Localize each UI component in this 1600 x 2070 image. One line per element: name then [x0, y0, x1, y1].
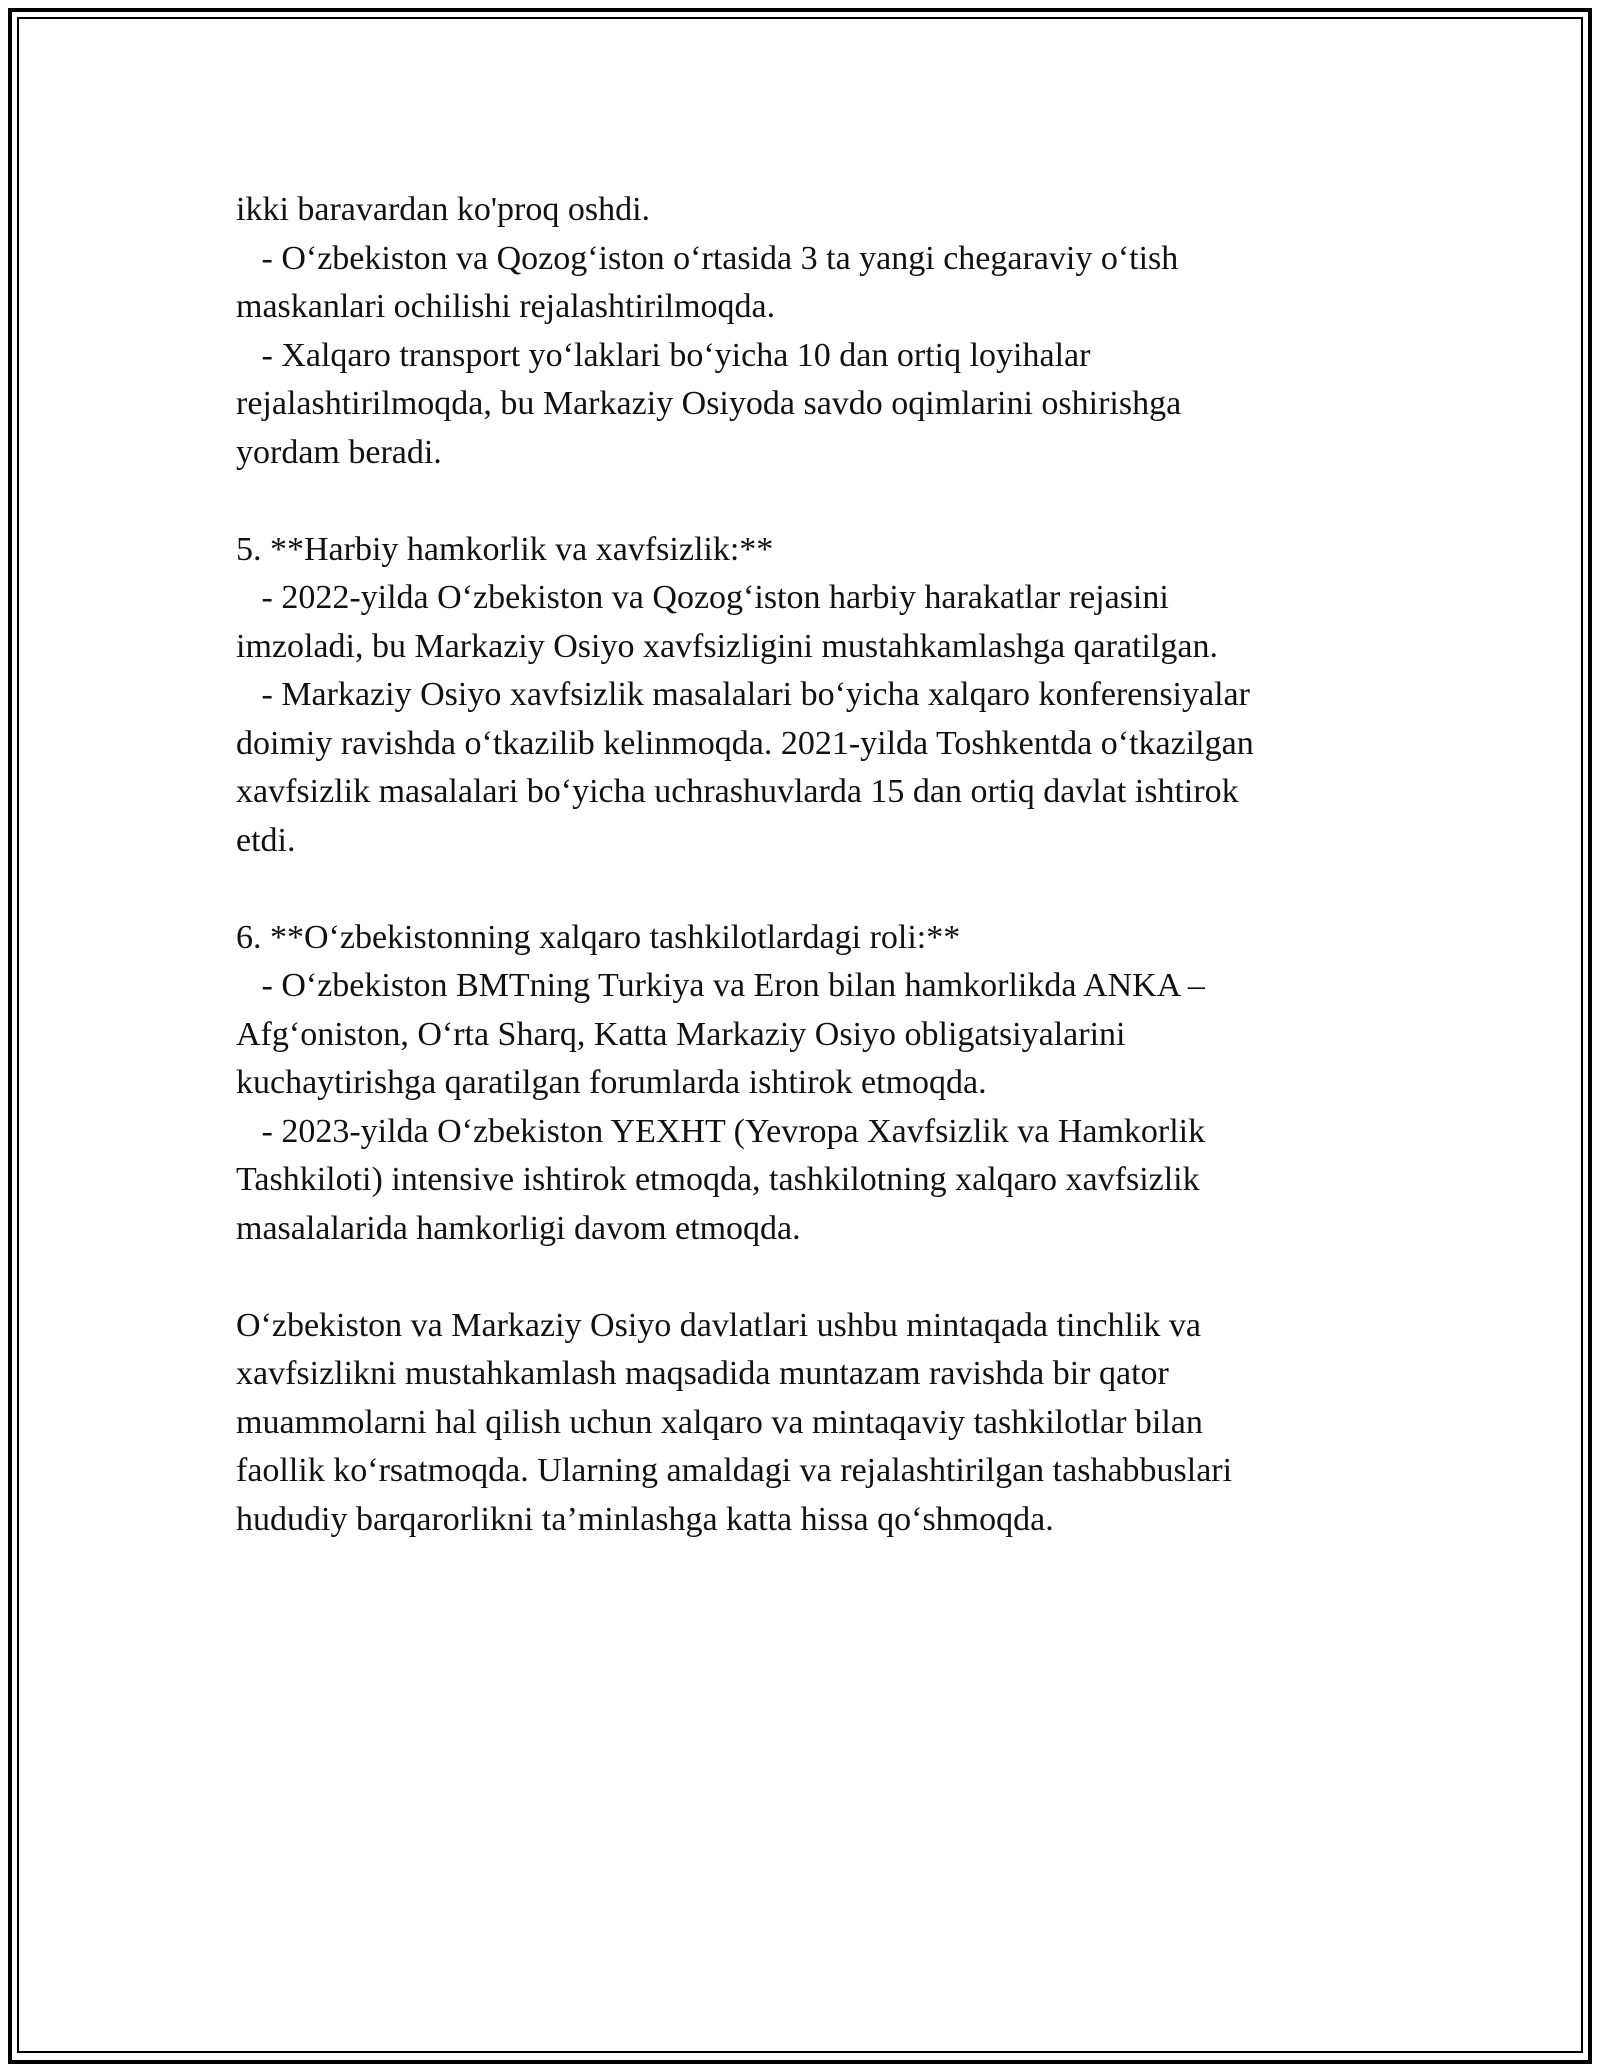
- text-line: - Markaziy Osiyo xavfsizlik masalalari bo‘yicha xalqaro konferensiyalar: [236, 676, 1250, 713]
- text-line: xavfsizlikni mustahkamlash maqsadida muntazam ravishda bir qator: [236, 1355, 1169, 1392]
- text-line: Tashkiloti) intensive ishtirok etmoqda, tashkilotning xalqaro xavfsizlik: [236, 1161, 1200, 1198]
- text-line: imzoladi, bu Markaziy Osiyo xavfsizligini mustahkamlashga qaratilgan.: [236, 627, 1218, 665]
- section-international-organizations: [236, 914, 1366, 1254]
- text-line: xavfsizlik masalalari bo‘yicha uchrashuvlarda 15 dan ortiq davlat ishtirok: [236, 773, 1239, 810]
- text-line: kuchaytirishga qaratilgan forumlarda ishtirok etmoqda.: [236, 1064, 987, 1101]
- text-line: - O‘zbekiston BMTning Turkiya va Eron bilan hamkorlikda ANKA –: [236, 967, 1205, 1004]
- text-line: rejalashtirilmoqda, bu Markaziy Osiyoda savdo oqimlarini oshirishga: [236, 385, 1182, 422]
- text-line: O‘zbekiston va Markaziy Osiyo davlatlari ushbu mintaqada tinchlik va: [236, 1306, 1201, 1344]
- section-heading: 6. **O‘zbekistonning xalqaro tashkilotlardagi roli:**: [236, 918, 961, 956]
- paragraph-trade-continuation: [236, 186, 1366, 477]
- paragraph-gap: [236, 477, 1366, 526]
- text-line: maskanlari ochilishi rejalashtirilmoqda.: [236, 288, 776, 325]
- paragraph-conclusion: [236, 1302, 1366, 1545]
- text-line: - 2022-yilda O‘zbekiston va Qozog‘iston harbiy harakatlar rejasini: [236, 579, 1169, 616]
- paragraph-gap: [236, 1253, 1366, 1302]
- text-line: Afg‘oniston, O‘rta Sharq, Katta Markaziy Osiyo obligatsiyalarini: [236, 1015, 1126, 1053]
- paragraph-gap: [236, 865, 1366, 914]
- text-line: - Xalqaro transport yo‘laklari bo‘yicha 10 dan ortiq loyihalar: [236, 336, 1091, 374]
- section-heading: 5. **Harbiy hamkorlik va xavfsizlik:**: [236, 530, 774, 568]
- text-line: doimiy ravishda o‘tkazilib kelinmoqda. 2021-yilda Toshkentda o‘tkazilgan: [236, 724, 1254, 762]
- text-line: masalalarida hamkorligi davom etmoqda.: [236, 1209, 801, 1247]
- text-line: faollik ko‘rsatmoqda. Ularning amaldagi va rejalashtirilgan tashabbuslari: [236, 1452, 1233, 1489]
- text-line: muammolarni hal qilish uchun xalqaro va mintaqaviy tashkilotlar bilan: [236, 1403, 1203, 1441]
- document-body: [236, 186, 1366, 1544]
- text-line: etdi.: [236, 821, 296, 859]
- text-line: ikki baravardan ko'proq oshdi.: [236, 191, 651, 228]
- text-line: yordam beradi.: [236, 433, 442, 471]
- text-line: - O‘zbekiston va Qozog‘iston o‘rtasida 3 ta yangi chegaraviy o‘tish: [236, 239, 1179, 277]
- text-line: - 2023-yilda O‘zbekiston YEXHT (Yevropa Xavfsizlik va Hamkorlik: [236, 1112, 1206, 1150]
- text-line: hududiy barqarorlikni ta’minlashga katta hissa qo‘shmoqda.: [236, 1500, 1054, 1538]
- section-military-cooperation: [236, 526, 1366, 866]
